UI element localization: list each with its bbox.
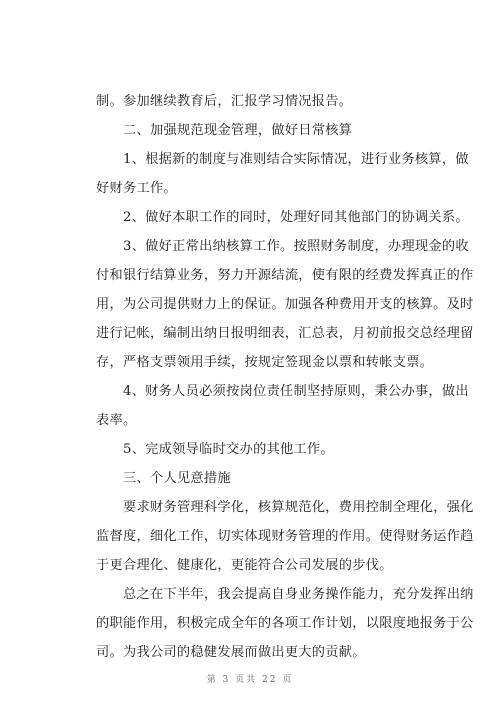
paragraph-line: 总之在下半年，我会提高自身业务操作能力，充分发挥出纳 <box>123 587 474 602</box>
paragraph-line: 制。参加继续教育后，汇报学习情况报告。 <box>96 94 353 109</box>
page-number-footer: 第 3 页共 22 页 <box>206 675 294 685</box>
paragraph-line: 3、做好正常出纳核算工作。按照财务制度，办理现金的收 <box>123 239 469 254</box>
document-body <box>96 87 474 667</box>
section-heading: 三、个人见意措施 <box>123 471 231 486</box>
paragraph-line: 用，为公司提供财力上的保证。加强各种费用开支的核算。及时 <box>96 297 474 312</box>
paragraph-line: 5、完成领导临时交办的其他工作。 <box>123 442 335 457</box>
paragraph-line: 2、做好本职工作的同时，处理好同其他部门的协调关系。 <box>123 210 469 225</box>
section-heading: 二、加强规范现金管理，做好日常核算 <box>123 123 353 138</box>
paragraph-line: 监督度，细化工作，切实体现财务管理的作用。使得财务运作趋 <box>96 529 474 544</box>
paragraph-line: 于更合理化、健康化，更能符合公司发展的步伐。 <box>96 558 393 573</box>
paragraph-line: 表率。 <box>96 413 137 428</box>
paragraph-line: 4、财务人员必须按岗位责任制坚持原则，秉公办事，做出 <box>123 384 469 399</box>
paragraph-line: 1、根据新的制度与准则结合实际情况，进行业务核算，做 <box>123 152 469 167</box>
paragraph-line: 司。为我公司的稳健发展而做出更大的贡献。 <box>96 645 366 660</box>
paragraph-line: 进行记帐，编制出纳日报明细表，汇总表，月初前报交总经理留 <box>96 326 474 341</box>
paragraph-line: 付和银行结算业务，努力开源结流，使有限的经费发挥真正的作 <box>96 268 474 283</box>
paragraph-line: 的职能作用，积极完成全年的各项工作计划，以限度地报务于公 <box>96 616 474 631</box>
paragraph-line: 好财务工作。 <box>96 181 177 196</box>
paragraph-line: 存，严格支票领用手续，按规定签现金以票和转帐支票。 <box>96 355 434 370</box>
paragraph-line: 要求财务管理科学化，核算规范化，费用控制全理化，强化 <box>123 500 474 515</box>
